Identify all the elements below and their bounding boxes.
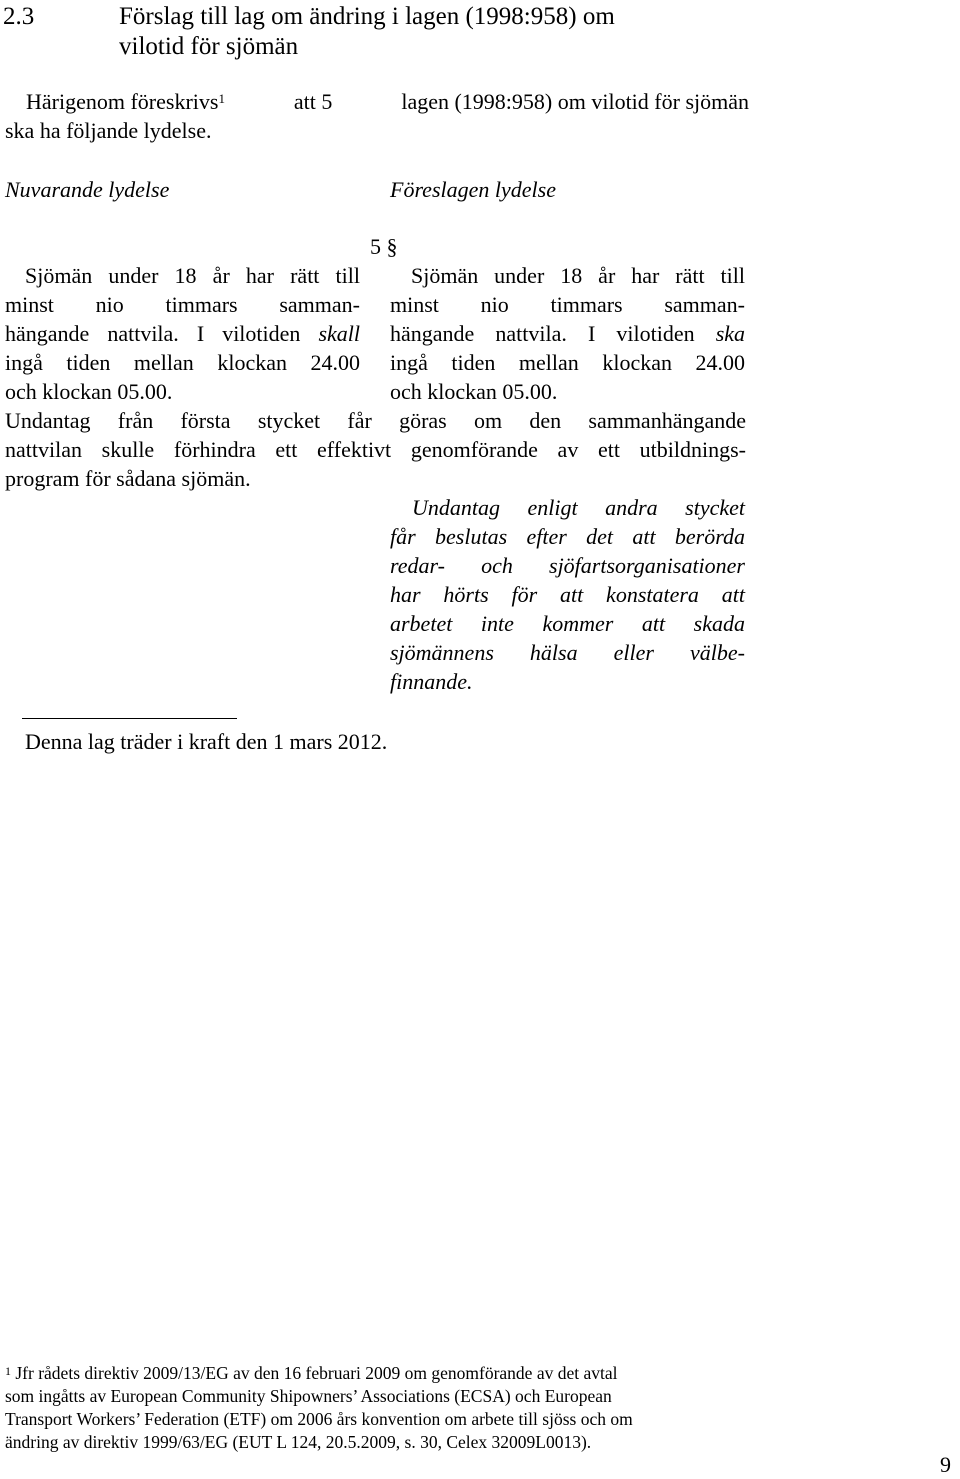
section-title [119,2,739,62]
text-line: sjömännens hälsa eller välbe- [390,640,745,665]
text-line: minst nio timmars samman- [5,292,360,317]
intro-line: ska ha följande lydelse. [5,118,212,143]
section-title-line: Förslag till lag om ändring i lagen (1998:958) om [119,3,615,30]
intro-line [26,87,749,116]
footnote [5,1362,765,1454]
text-line: hängande nattvila. I vilotiden ska [390,321,746,346]
text-line: får beslutas efter det att berörda [390,524,745,549]
text-line: hängande nattvila. I vilotiden skall [5,321,360,346]
text-line: och klockan 05.00. [390,379,558,404]
effective-date-text: Denna lag träder i kraft den 1 mars 2012. [25,729,388,754]
intro-text: lagen (1998:958) om vilotid för sjömän [401,89,749,114]
current-wording-heading: Nuvarande lydelse [5,177,170,202]
text-line: program för sådana sjömän. [5,466,251,491]
text-line: minst nio timmars samman- [390,292,745,317]
text-line: ingå tiden mellan klockan 24.00 [5,350,360,375]
footnote-number: 1 [5,1364,11,1378]
text-line: Undantag enligt andra stycket [412,495,745,520]
footnote-line: $^1$ Jfr rådets direktiv 2009/13/EG av den 16 februari 2009 om genomförande av det avtal [5,1363,618,1383]
text-line: arbetet inte kommer att skada [390,611,745,636]
intro-text: Härigenom föreskrivs [26,89,219,114]
text-line: Sjömän under 18 år har rätt till [411,263,745,288]
added-paragraph [390,493,745,696]
intro-paragraph [26,87,750,116]
text-line: nattvilan skulle förhindra ett effektivt genomförande av ett utbildnings- [5,437,746,462]
text-line: och klockan 05.00. [5,379,173,404]
amended-word: ska [715,321,746,346]
section-number: 2.3 [3,3,35,30]
text-line: finnande. [390,669,473,694]
footnote-line: Transport Workers’ Federation (ETF) om 2006 års konvention om arbete till sjöss och om [5,1409,633,1429]
text-line: ingå tiden mellan klockan 24.00 [390,350,745,375]
proposed-wording-heading: Föreslagen lydelse [390,177,556,202]
shared-paragraph [5,406,746,493]
footnote-line: som ingåtts av European Community Shipowners’ Associations (ECSA) och European [5,1386,612,1406]
text-line: redar- och sjöfartsorganisationer [390,553,745,578]
section-title-line: vilotid för sjömän [119,33,299,60]
proposed-wording-text [390,261,745,406]
intro-text: att 5 [293,89,333,114]
divider-line [22,718,237,719]
current-wording-text [5,261,360,406]
text-line: har hörts för att konstatera att [390,582,745,607]
footnote-line: ändring av direktiv 1999/63/EG (EUT L 124, 20.5.2009, s. 30, Celex 32009L0013). [5,1432,592,1452]
amended-word: skall [318,321,360,346]
page-number: 9 [940,1452,951,1477]
text-line: Undantag från första stycket får göras om den sammanhängande [5,408,746,433]
footnote-reference[interactable]: 1 [218,91,225,106]
text-line: Sjömän under 18 år har rätt till [25,263,360,288]
paragraph-label: 5 § [370,234,398,259]
